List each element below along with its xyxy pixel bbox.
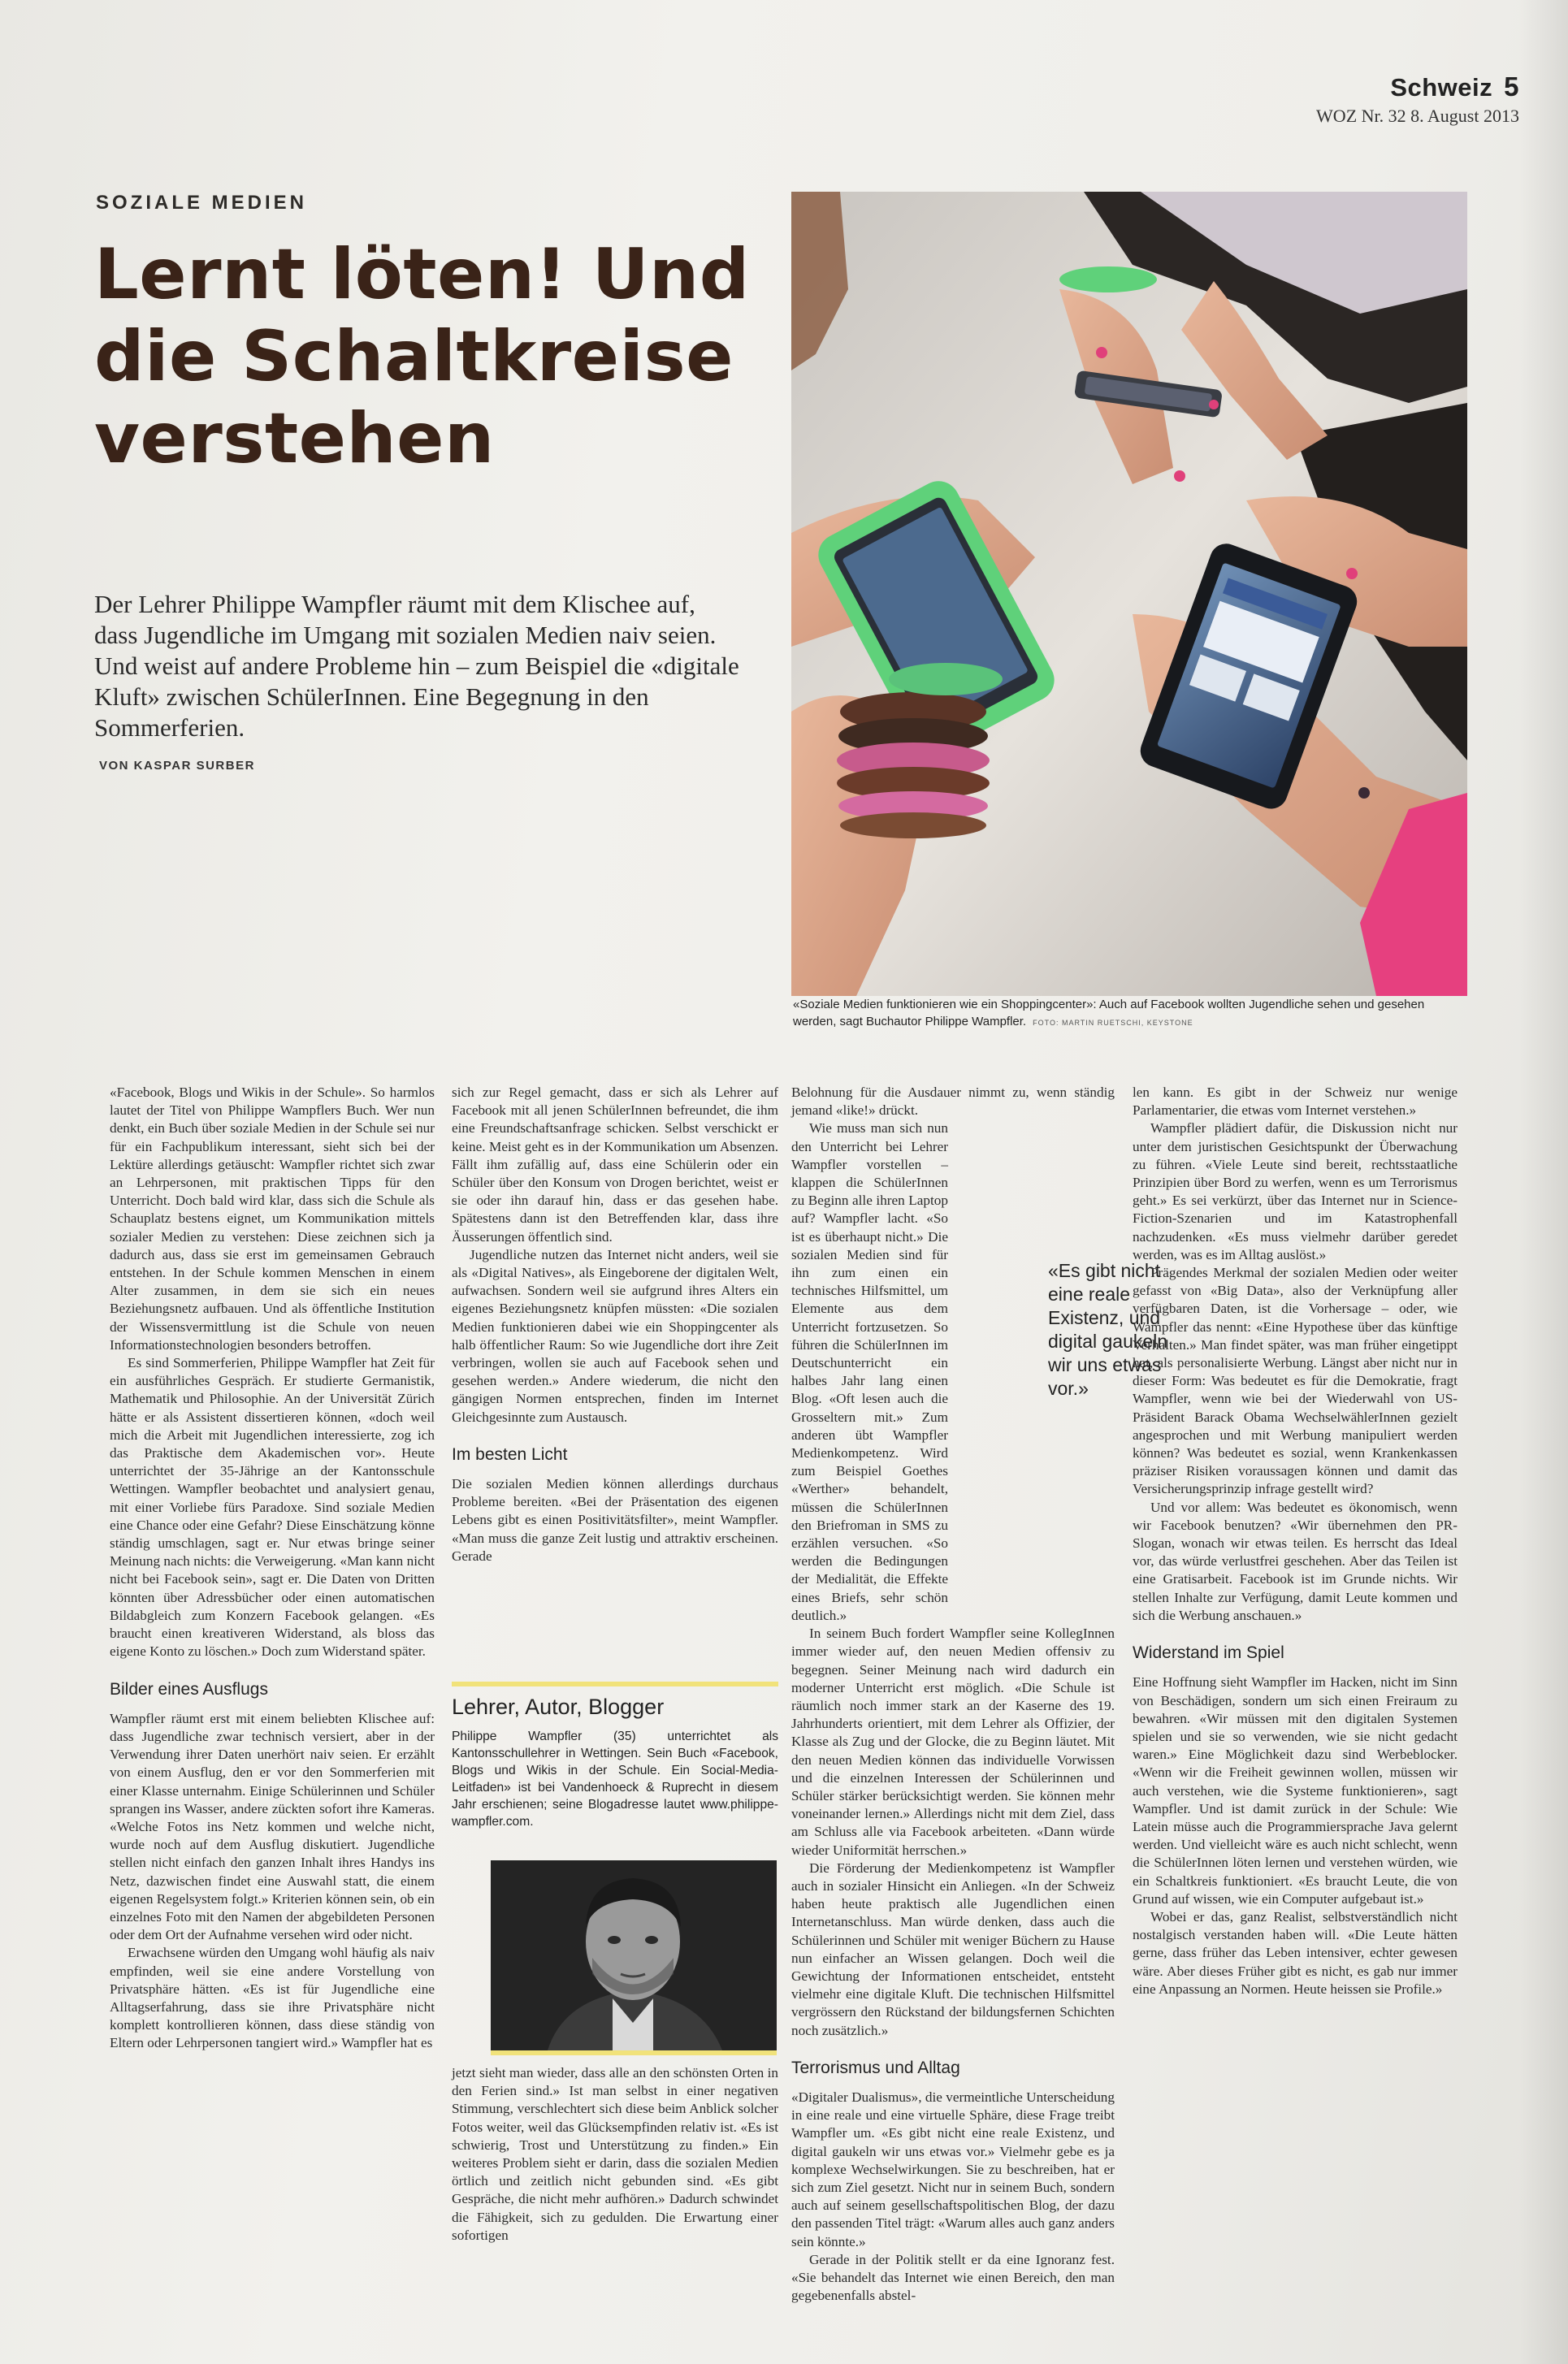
info-box-title: Lehrer, Autor, Blogger: [452, 1695, 665, 1719]
paragraph: len kann. Es gibt in der Schweiz nur wenige Parlamentarier, die etwas vom Internet verstehen.»: [1133, 1085, 1458, 1119]
section-name: [1251, 71, 1519, 102]
section-label: Schweiz: [1390, 73, 1493, 102]
column-4: [1133, 1084, 1458, 1998]
paragraph: Prägendes Merkmal der sozialen Medien oder weiter gefasst von «Big Data», also der Verknüpfung aller verfügbaren Daten, ist die Vorhersage – oder, wie Wampfler das nennt: «Eine Hypothese über das künftige Verhalten.» Man findet später, was man früher eingetippt hat, als personalisierte Werbung. Längst aber nicht nur in dieser Form: Was bedeutet es für die Demokratie, fragt Wampfler, wenn wie bei der Wiederwahl von US-Präsident Barack Obama WechselwählerInnen gezielt angesprochen und mit Werbung manipuliert werden können? Was bedeutet es sozial, wenn Krankenkassen präziser Risiken voraussagen können und damit das Versicherungsprinzip infrage gestellt wird?: [1133, 1265, 1458, 1497]
paragraph: Die Förderung der Medienkompetenz ist Wampfler auch in sozialer Hinsicht ein Anliegen. «In der Schweiz haben heute praktisch alle Jugendlichen einen Internetanschluss. Man würde denken, dass auch die Schülerinnen und Schüler mit weniger Büchern zu Hause nun einfacher an Wissen gelangen. Doch weil die Gewichtung der Informationen entscheidet, entsteht vielmehr eine digitale Kluft. Die technischen Hilfsmittel vergrössern den Rückstand der bildungsfernen Schichten noch zusätzlich.»: [791, 1860, 1115, 2038]
column-2-continued: [452, 2064, 778, 2245]
caption-text: «Soziale Medien funktionieren wie ein Shoppingcenter»: Auch auf Facebook wollten Jugendliche sehen und gesehen werden, sagt Buchautor Philippe Wampfler.: [793, 998, 1425, 1028]
paragraph: «Facebook, Blogs und Wikis in der Schule». So harmlos lautet der Titel von Philippe Wampflers Buch. Wer nun denkt, ein Buch über soziale Medien in der Schule sei nur für ein Fachpublikum interessant, sieht sich bei der Lektüre allerdings getäuscht: Wampfler richtet sich zwar an Lehrpersonen, mit praktischen Tipps für den Unterricht. Doch bald wird klar, dass sich die Schule als Schauplatz bestens eignet, um Kommunikation mittels sozialer Medien zu verstehen: Diese zeichnen sich ja dadurch aus, dass sie erst im gemeinsamen Gebrauch entstehen. In der Schule kommen Menschen in einem Alter zusammen, in dem sie sich ein neues Beziehungsnetz aufbauen. Und als öffentliche Institution der Wissensvermittlung ist die Schule von neuen Informationstechnologien besonders betroffen.: [110, 1085, 435, 1353]
smartphones-hands-photo: [791, 192, 1467, 996]
paragraph: sich zur Regel gemacht, dass er sich als Lehrer auf Facebook mit all jenen SchülerInnen befreundet, die ihm eine Freundschaftsanfrage schicken. Selbst verschickt er keine. Meist geht es in der Kommunikation um Absenzen. Fällt ihm zufällig auf, dass eine Schülerin oder ein Schüler über den Konsum von Drogen berichtet, weist er sie oder ihn darauf hin, dass er das gesehen habe. Spätestens dann ist den Betreffenden klar, dass ihre Äusserungen öffentlich sind.: [452, 1085, 778, 1245]
author-info-box: [452, 1682, 778, 1830]
kicker: SOZIALE MEDIEN: [96, 192, 308, 214]
paragraph: Eine Hoffnung sieht Wampfler im Hacken, nicht im Sinn von Beschädigen, sondern um sich einen Freiraum zu bewahren. «Wir müssen mit den digitalen Systemen spielen und sie so verwenden, wie sie nicht gedacht waren.» Eine Möglichkeit dazu sind Werbeblocker. «Wenn wir die Freiheit gewinnen wollen, müssen wir auch verstehen, wie die Systeme funktionieren», sagt Wampfler. Und ist damit zurück in der Schule: Wie Latein müsse auch die Programmiersprache Java gelernt werden. Und vielleicht wäre es auch nicht schlecht, wenn die SchülerInnen löten lernen und verstehen würden, wie ein Schaltkreis funktioniert. «Es braucht Leute, die von Grund auf wissen, wie ein Computer aufgebaut ist.»: [1133, 1674, 1458, 1907]
paragraph: jetzt sieht man wieder, dass alle an den schönsten Orten in den Ferien sind.» Ist man selbst in einer negativen Stimmung, verschlechtert sich diese beim Anblick solcher Fotos weiter, weil das Glücksempfinden relativ ist. «Es ist schwierig, Trost und Unterstützung zu finden.» Ein weiteres Problem sieht er darin, dass die sozialen Medien örtlich und zeitlich nicht gebunden sind. «Es gibt Gespräche, die nicht mehr aufhören.» Dadurch schwindet die Fähigkeit, sich zu gedulden. Die Erwartung einer sofortigen: [452, 2065, 778, 2243]
paragraph: Die sozialen Medien können allerdings durchaus Probleme bereiten. «Bei der Präsentation des eigenen Lebens gibt es einen Positivitätsfilter», meint Wampfler. «Man muss die ganze Zeit lustig und attraktiv erscheinen. Gerade: [452, 1476, 778, 1564]
paragraph: Erwachsene würden den Umgang wohl häufig als naiv empfinden, weil sie eine andere Vorstellung von Privatsphäre hätten. «Es ist für Jugendliche eine Alltagserfahrung, dass sie ihre Privatsphäre nicht komplett kontrollieren können, dass diese ständig von Eltern oder Lehrpersonen tangiert wird.» Wampfler hat es: [110, 1945, 435, 2051]
subheading: Bilder eines Ausflugs: [110, 1679, 268, 1699]
paragraph: Wobei er das, ganz Realist, selbstverständlich nicht nostalgisch verstanden haben will. «Die Leute hätten gerne, dass früher das Leben intensiver, echter gewesen wäre. Aber dieses Früher gibt es nicht, es gab nur immer eine Anpassung an Normen. Heute heissen sie Profile.»: [1133, 1908, 1458, 1997]
paragraph: In seinem Buch fordert Wampfler seine KollegInnen immer wieder auf, den neuen Medien offensiv zu begegnen. Seiner Meinung nach wird dadurch ein moderner Unterricht erst möglich. «Die Schule ist räumlich noch immer stark an der Kaserne des 19. Jahrhunderts orientiert, mit dem Lehrer als Offizier, der Klasse als Zug und der Glocke, die zu Beginn läutet. Mit den neuen Medien können das individuelle Vorwissen und die einzelnen Interessen der Schülerinnen und Schüler stärker berücksichtigt werden. Sie können mehr voneinander lernen.» Allerdings nicht mit dem Ziel, dass am Schluss alle via Facebook arbeiteten. «Dann würde wieder Uniformität herrschen.»: [791, 1626, 1115, 1858]
issue-line: WOZ Nr. 32 8. August 2013: [1316, 106, 1519, 126]
author-portrait-photo: [491, 1860, 777, 2055]
masthead: [1251, 71, 1519, 127]
headline: Lernt löten! Und die Schaltkreise verstehen: [94, 234, 750, 479]
photo-credit: FOTO: MARTIN RUETSCHI, KEYSTONE: [1033, 1019, 1193, 1027]
paragraph: Wie muss man sich nun den Unterricht bei Lehrer Wampfler vorstellen – klappen die SchülerInnen zu Beginn alle ihren Laptop auf? Wampfler lacht. «So ist es überhaupt nicht.» Die sozialen Medien sind für ihn zum einen ein technisches Hilfsmittel, um Elemente aus dem Unterricht fortzusetzen. So führen die SchülerInnen im Deutschunterricht ein halbes Jahr lang einen Blog. «Oft lesen auch die Grosseltern mit.» Zum anderen übt Wampfler Medienkompetenz. Wird zum Beispiel Goethes «Werther» behandelt, müssen die SchülerInnen den Briefroman in SMS zu erzählen versuchen. «So werden die Bedingungen der Medialität, die Effekte eines Briefs, sehr schön deutlich.»: [791, 1120, 948, 1623]
subheading: Terrorismus und Alltag: [791, 2058, 960, 2077]
photo-illustration: [791, 192, 1467, 996]
column-2: [452, 1084, 778, 1565]
paragraph: «Digitaler Dualismus», die vermeintliche Unterscheidung in eine reale und eine virtuelle Sphäre, diese Frage treibt Wampfler um. «Es gibt nicht eine reale Existenz, und digital gaukeln wir uns etwas vor.» Vielmehr gebe es ja komplexe Wechselwirkungen. Sie zu beschreiben, hat er sich zum Ziel gesetzt. Nicht nur in seinem Buch, sondern auch auf seinem gesellschaftspolitischen Blog, der dazu den passenden Titel trägt: «Warum alles auch ganz anders sein könnte.»: [791, 2089, 1115, 2249]
lede: Der Lehrer Philippe Wampfler räumt mit dem Klischee auf, dass Jugendliche im Umgang mit sozialen Medien naiv seien. Und weist auf andere Probleme hin – zum Beispiel die «digitale Kluft» zwischen SchülerInnen. Eine Begegnung in den Sommerferien.: [94, 590, 739, 742]
paragraph: Und vor allem: Was bedeutet es ökonomisch, wenn wir Facebook benutzen? «Wir übernehmen den PR-Slogan, wonach wir etwas teilen. Es herrscht das Ideal vor, das würde verlustfrei geschehen. Aber das Teilen ist eine Gratisarbeit. Facebook ist im Grunde nichts. Wir stellen Inhalte zur Verfügung, damit Leute kommen und sich die Werbung anschauen.»: [1133, 1499, 1458, 1623]
paragraph: Wampfler räumt erst mit einem beliebten Klischee auf: dass Jugendliche zwar technisch versiert, aber in der Verwendung ihrer Daten unerhört naiv seien. Er erzählt von einem Ausflug, den er vor den Sommerferien mit einer Klasse unternahm. Einige Schülerinnen und Schüler sprangen ins Wasser, andere zückten sofort ihre Kameras. «Welche Fotos ins Netz kommen und welche nicht, wurde noch auf dem Ausflug diskutiert. Jugendliche stellen nicht einfach den ganzen Inhalt ihres Handys ins Netz, dazwischen findet eine Auswahl statt, die einem eigenen Regelsystem folgt.» Kriterien können sein, ob ein einzelnes Foto mit den Namen der abgebildeten Personen oder dem Ort der Aufnahme versehen wird oder nicht.: [110, 1710, 435, 1943]
page-number: 5: [1504, 71, 1519, 102]
photo-caption: [793, 996, 1467, 1032]
portrait-illustration: [491, 1860, 777, 2050]
column-1: [110, 1084, 435, 2053]
byline: VON KASPAR SURBER: [99, 759, 255, 773]
paragraph: Es sind Sommerferien, Philippe Wampfler hat Zeit für ein ausführliches Gespräch. Er studierte Germanistik, Mathematik und Philosophie. An der Universität Zürich hätte er als Assistent dissertieren können, «doch weil mich die Arbeit mit Jugendlichen interessierte, zog ich das Praktische dem Akademischen vor». Heute unterrichtet der 35-Jährige an der Kantonsschule Wettingen. Wampfler beobachtet und analysiert genau, mit einer Vorliebe fürs Paradoxe. Sind soziale Medien eine Chance oder eine Gefahr? Diese Einschätzung könne ständig umschlagen, sagt er. Nur etwas bringe seiner Meinung nach nichts: die Verweigerung. «Man kann nicht nicht bei Facebook sein», sagt er. Die Daten von Dritten könnten über Adressbücher oder einen automatischen Bildabgleich zum Konzern Facebook gelangen. «Es braucht einen kreativeren Widerstand, als bloss das eigene Konto zu löschen.» Doch zum Widerstand später.: [110, 1355, 435, 1660]
paragraph: Wampfler plädiert dafür, die Diskussion nicht nur unter dem juristischen Gesichtspunkt der Überwachung zu führen. «Viele Leute sind bereit, rechtsstaatliche Prinzipien über Bord zu werfen, wenn es um Terrorismus geht.» Es sei verkürzt, über das Internet nur in Science-Fiction-Szenarien und im Katastrophenfall nachzudenken. «Es muss vielmehr darüber geredet werden, was es im Alltag auslöst.»: [1133, 1120, 1458, 1262]
info-box-text: Philippe Wampfler (35) unterrichtet als Kantonsschullehrer in Wettingen. Sein Buch «Facebook, Blogs und Wikis in der Schule. Ein Social-Media-Leitfaden» ist bei Vandenhoeck & Ruprecht in diesem Jahr erschienen; seine Blogadresse lautet www.philippe-wampfler.com.: [452, 1730, 778, 1829]
paragraph: Jugendliche nutzen das Internet nicht anders, weil sie als «Digital Natives», als Eingeborene der digitalen Welt, aufwachsen. Sondern weil sie aufgrund ihres Alters ein eigenes Beziehungsnetz knüpfen müssten: «Die sozialen Medien funktionieren dabei wie ein Shoppingcenter als halb öffentlicher Raum: So wie Jugendliche dort ihre Zeit verbringen, wollen sie auch auf Facebook sehen und gesehen werden.» Andere wiederum, die nicht den gängigen Normen entsprechen, finden im Internet Gleichgesinnte zum Austausch.: [452, 1246, 778, 1425]
paragraph: Belohnung für die Ausdauer nimmt zu, wenn ständig jemand «like!» drückt.: [791, 1085, 1115, 1119]
paragraph: Gerade in der Politik stellt er da eine Ignoranz fest. «Sie behandelt das Internet wie einen Bereich, den man gegebenenfalls abstel-: [791, 2251, 1115, 2304]
subheading: Widerstand im Spiel: [1133, 1643, 1284, 1663]
subheading: Im besten Licht: [452, 1444, 568, 1464]
pull-quote: «Es gibt nicht eine reale Existenz, und digital gaukeln wir uns etwas vor.»: [1042, 1256, 1202, 1404]
